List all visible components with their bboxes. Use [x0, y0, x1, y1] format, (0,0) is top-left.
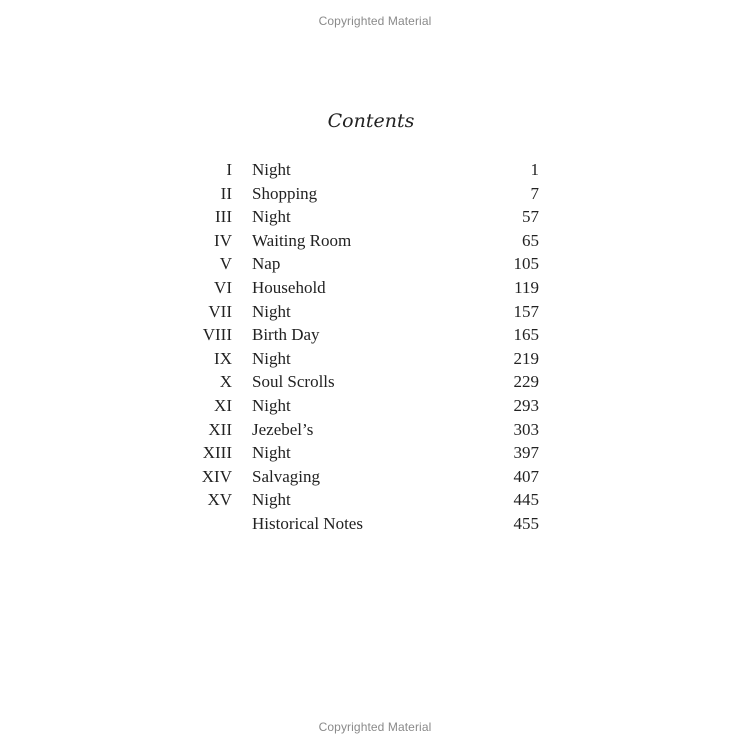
- page-number: 7: [530, 183, 539, 203]
- toc-entry: [0, 323, 750, 347]
- chapter-numeral: VIII: [202, 325, 232, 345]
- chapter-title: Jezebel’s: [252, 419, 314, 439]
- chapter-numeral: V: [219, 254, 232, 274]
- chapter-title: Shopping: [252, 183, 318, 203]
- chapter-title: Historical Notes: [252, 513, 363, 533]
- page-number: 455: [513, 513, 539, 533]
- toc-entry: [0, 347, 750, 371]
- toc-entry: [0, 418, 750, 442]
- toc-entry: [0, 465, 750, 489]
- chapter-title: Household: [252, 277, 326, 297]
- chapter-numeral: XIII: [202, 443, 232, 463]
- page-number: 407: [513, 466, 539, 486]
- page-number: 303: [513, 419, 539, 439]
- toc-entry: [0, 370, 750, 394]
- page-number: 293: [513, 395, 539, 415]
- page-number: 157: [513, 301, 539, 321]
- chapter-title: Birth Day: [252, 325, 320, 345]
- chapter-title: Night: [252, 490, 291, 510]
- page-number: 229: [513, 372, 539, 392]
- page-number: 105: [513, 254, 539, 274]
- chapter-title: Night: [252, 160, 291, 179]
- chapter-title: Nap: [252, 254, 281, 274]
- toc-entry: [0, 300, 750, 324]
- toc-entry: [0, 488, 750, 512]
- toc-entry: [0, 252, 750, 276]
- page-number: 119: [514, 277, 539, 297]
- chapter-title: Waiting Room: [252, 230, 352, 250]
- chapter-title: Salvaging: [252, 466, 320, 486]
- toc-entry: [0, 205, 750, 229]
- toc-entry: [0, 276, 750, 300]
- chapter-title: Night: [252, 395, 291, 415]
- chapter-title: Night: [252, 348, 291, 368]
- toc-entry: [0, 441, 750, 465]
- toc-entry: [0, 394, 750, 418]
- page-number: 445: [513, 490, 539, 510]
- toc-entry: [0, 229, 750, 253]
- page-number: 397: [513, 443, 539, 463]
- page-number: 165: [513, 325, 539, 345]
- chapter-numeral: IX: [214, 348, 232, 368]
- page-number: 65: [522, 230, 539, 250]
- chapter-numeral: XI: [214, 395, 232, 415]
- chapter-numeral: VII: [208, 301, 232, 321]
- chapter-numeral: XV: [207, 490, 232, 510]
- page-number: 1: [530, 160, 539, 179]
- chapter-title: Night: [252, 301, 291, 321]
- chapter-numeral: IV: [214, 230, 232, 250]
- copyright-watermark-top: Copyrighted Material: [318, 14, 432, 28]
- toc-entry: [0, 158, 750, 182]
- chapter-numeral: I: [226, 160, 232, 179]
- chapter-numeral: XIV: [201, 466, 232, 486]
- copyright-watermark-bottom: Copyrighted Material: [318, 720, 432, 734]
- table-of-contents: [0, 158, 750, 536]
- chapter-numeral: XII: [208, 419, 232, 439]
- page-number: 57: [522, 207, 539, 227]
- chapter-numeral: VI: [214, 277, 232, 297]
- toc-entry: [0, 182, 750, 206]
- chapter-title: Night: [252, 443, 291, 463]
- chapter-numeral: II: [220, 183, 232, 203]
- chapter-numeral: X: [219, 372, 232, 392]
- page-number: 219: [513, 348, 539, 368]
- chapter-title: Soul Scrolls: [252, 372, 335, 392]
- page-title: Contents: [327, 110, 415, 132]
- chapter-title: Night: [252, 207, 291, 227]
- chapter-numeral: III: [215, 207, 232, 227]
- toc-entry: [0, 512, 750, 536]
